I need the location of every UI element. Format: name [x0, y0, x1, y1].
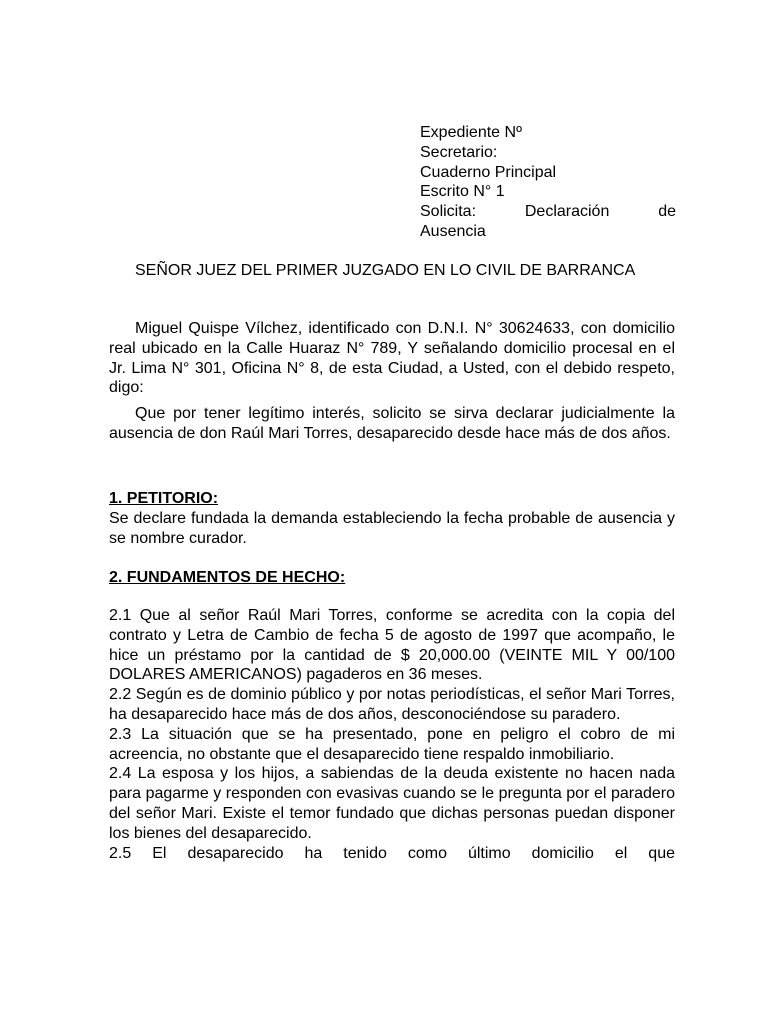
solicita-continuation: Ausencia [420, 222, 486, 240]
escrito-label: Escrito N° 1 [420, 183, 505, 201]
list-item: 2.1 Que al señor Raúl Mari Torres, conforme se acredita con la copia del contrato y Letra de Cambio de fecha 5 de agosto de 1997 que acompaño, le hice un préstamo por la cantidad de $ 20,000.00 (VEINTE MIL Y 00/100 DOLARES AMERICANOS) pagaderos en 36 meses. [109, 607, 675, 684]
intro-paragraph: Miguel Quispe Vílchez, identificado con D.N.I. N° 30624633, con domicilio real ubicado en la Calle Huaraz N° 789, Y señalando domicilio procesal en el Jr. Lima N° 301, Oficina N° 8, de esta Ciudad, a Usted, con el debido respeto, digo: [109, 320, 675, 397]
addressee: SEÑOR JUEZ DEL PRIMER JUZGADO EN LO CIVIL DE BARRANCA [135, 262, 636, 279]
section-petitorio [109, 489, 675, 548]
petitorio-text: Se declare fundada la demanda estableciendo la fecha probable de ausencia y se nombre curador. [109, 509, 675, 547]
fundamentos-heading [109, 568, 675, 588]
expediente-label: Expediente Nº [420, 124, 522, 141]
list-item: 2.4 La esposa y los hijos, a sabiendas de la deuda existente no hacen nada para pagarme y responden con evasivas cuando se le pregunta por el paradero del señor Mari. Existe el temor fundado que dichas personas puedan disponer los bienes del desaparecido. [109, 765, 675, 842]
petitorio-heading [109, 489, 675, 509]
fundamentos-items [109, 606, 675, 863]
cuaderno-label: Cuaderno Principal [420, 163, 557, 181]
section-fundamentos [109, 568, 675, 588]
secretario-label: Secretario: [420, 143, 498, 161]
petitorio-heading-text: 1. PETITORIO: [109, 490, 219, 507]
solicita-line: Solicita: Declaración de [420, 203, 676, 221]
case-header [420, 123, 676, 242]
list-item: 2.5 El desaparecido ha tenido como último domicilio el que [109, 844, 675, 862]
list-item: 2.3 La situación que se ha presentado, pone en peligro el cobro de mi acreencia, no obstante que el desaparecido tiene respaldo inmobiliario. [109, 725, 675, 763]
request-paragraph: Que por tener legítimo interés, solicito se sirva declarar judicialmente la ausencia de don Raúl Mari Torres, desaparecido desde hace más de dos años. [109, 405, 675, 442]
fundamentos-heading-text: 2. FUNDAMENTOS DE HECHO: [109, 569, 346, 586]
list-item: 2.2 Según es de dominio público y por notas periodísticas, el señor Mari Torres, ha desaparecido hace más de dos años, desconociéndose su paradero. [109, 686, 675, 723]
